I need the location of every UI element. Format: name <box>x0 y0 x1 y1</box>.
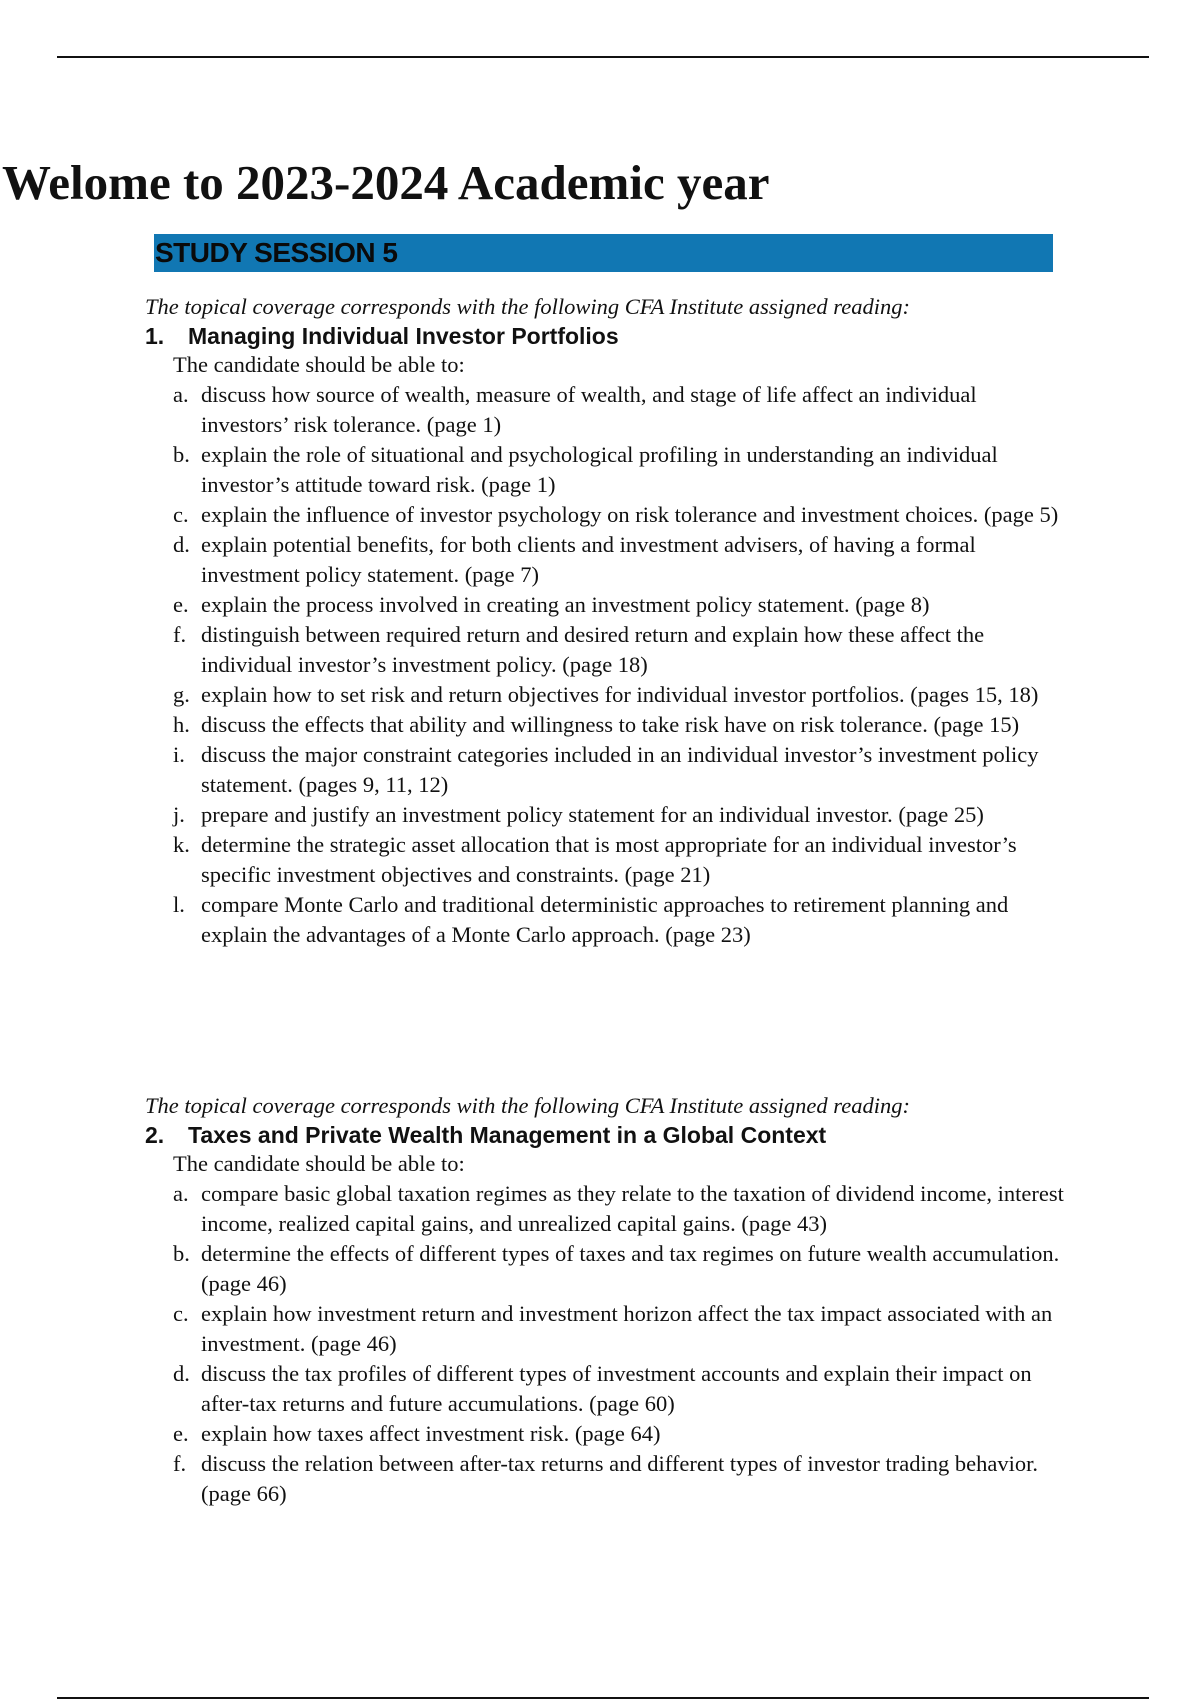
outcome-text: explain the process involved in creating an investment policy statement. (page 8) <box>201 592 930 617</box>
reading-title-text: Managing Individual Investor Portfolios <box>188 323 619 349</box>
outcome-item <box>173 890 1065 950</box>
page-title: Welome to 2023-2024 Academic year <box>2 155 770 210</box>
outcome-text: compare basic global taxation regimes as they relate to the taxation of dividend income, interest income, realized capital gains, and unrealized capital gains. (page 43) <box>201 1181 1064 1236</box>
outcome-text: explain the role of situational and psychological profiling in understanding an individual investor’s attitude toward risk. (page 1) <box>201 442 998 497</box>
outcome-item <box>173 1419 1065 1449</box>
outcome-letter: d. <box>173 1361 190 1386</box>
outcome-list <box>145 380 1065 950</box>
outcome-text: discuss the tax profiles of different types of investment accounts and explain their impact on after-tax returns and future accumulations. (page 60) <box>201 1361 1032 1416</box>
outcome-text: explain how taxes affect investment risk. (page 64) <box>201 1421 661 1446</box>
outcome-text: compare Monte Carlo and traditional deterministic approaches to retirement planning and explain the advantages of a Monte Carlo approach. (page 23) <box>201 892 1009 947</box>
outcome-letter: b. <box>173 1241 190 1266</box>
outcome-letter: e. <box>173 592 189 617</box>
outcome-letter: c. <box>173 1301 189 1326</box>
outcome-item <box>173 620 1065 680</box>
reading-number: 1. <box>145 323 165 349</box>
outcome-item <box>173 530 1065 590</box>
bottom-rule <box>57 1697 1149 1699</box>
outcome-letter: e. <box>173 1421 189 1446</box>
outcome-text: discuss the effects that ability and willingness to take risk have on risk tolerance. (page 15) <box>201 712 1020 737</box>
outcome-letter: l. <box>173 892 185 917</box>
outcome-item <box>173 710 1065 740</box>
outcome-item <box>173 590 1065 620</box>
outcome-item <box>173 680 1065 710</box>
outcome-item <box>173 500 1065 530</box>
outcome-letter: b. <box>173 442 190 467</box>
reading-intro: The topical coverage corresponds with the following CFA Institute assigned reading: <box>145 294 910 319</box>
reading-title <box>145 322 1065 350</box>
outcome-text: determine the effects of different types of taxes and tax regimes on future wealth accumulation. (page 46) <box>201 1241 1060 1296</box>
outcome-text: explain potential benefits, for both clients and investment advisers, of having a formal investment policy statement. (page 7) <box>201 532 976 587</box>
reading-title-text: Taxes and Private Wealth Management in a Global Context <box>188 1122 827 1148</box>
outcome-text: prepare and justify an investment policy statement for an individual investor. (page 25) <box>201 802 984 827</box>
outcome-text: explain how to set risk and return objectives for individual investor portfolios. (pages 15, 18) <box>201 682 1039 707</box>
outcome-letter: i. <box>173 742 185 767</box>
outcome-text: discuss how source of wealth, measure of wealth, and stage of life affect an individual investors’ risk tolerance. (page 1) <box>201 382 977 437</box>
outcome-text: explain the influence of investor psychology on risk tolerance and investment choices. (page 5) <box>201 502 1059 527</box>
reading-title <box>145 1121 1065 1149</box>
reading-number: 2. <box>145 1122 165 1148</box>
outcome-item <box>173 800 1065 830</box>
reading-section-2 <box>145 1091 1065 1509</box>
outcome-item <box>173 1359 1065 1419</box>
outcome-letter: a. <box>173 382 189 407</box>
outcome-item <box>173 740 1065 800</box>
outcome-text: discuss the relation between after-tax returns and different types of investor trading behavior. (page 66) <box>201 1451 1038 1506</box>
outcome-item <box>173 1449 1065 1509</box>
reading-lead: The candidate should be able to: <box>173 1151 465 1176</box>
outcome-letter: h. <box>173 712 190 737</box>
outcome-item <box>173 380 1065 440</box>
outcome-item <box>173 440 1065 500</box>
reading-section-1 <box>145 292 1065 950</box>
reading-lead: The candidate should be able to: <box>173 352 465 377</box>
outcome-item <box>173 1179 1065 1239</box>
outcome-item <box>173 830 1065 890</box>
outcome-text: discuss the major constraint categories included in an individual investor’s investment policy statement. (pages 9, 11, 12) <box>201 742 1039 797</box>
outcome-letter: g. <box>173 682 190 707</box>
session-banner: STUDY SESSION 5 <box>154 234 1053 272</box>
reading-intro: The topical coverage corresponds with the following CFA Institute assigned reading: <box>145 1093 910 1118</box>
outcome-text: determine the strategic asset allocation that is most appropriate for an individual investor’s specific investment objectives and constraints. (page 21) <box>201 832 1017 887</box>
outcome-letter: c. <box>173 502 189 527</box>
outcome-letter: f. <box>173 622 187 647</box>
top-rule <box>57 56 1149 58</box>
outcome-letter: d. <box>173 532 190 557</box>
outcome-list <box>145 1179 1065 1509</box>
outcome-item <box>173 1299 1065 1359</box>
outcome-letter: a. <box>173 1181 189 1206</box>
outcome-item <box>173 1239 1065 1299</box>
outcome-letter: f. <box>173 1451 187 1476</box>
outcome-text: distinguish between required return and desired return and explain how these affect the individual investor’s investment policy. (page 18) <box>201 622 985 677</box>
outcome-text: explain how investment return and investment horizon affect the tax impact associated with an investment. (page 46) <box>201 1301 1053 1356</box>
outcome-letter: j. <box>173 802 185 827</box>
outcome-letter: k. <box>173 832 190 857</box>
